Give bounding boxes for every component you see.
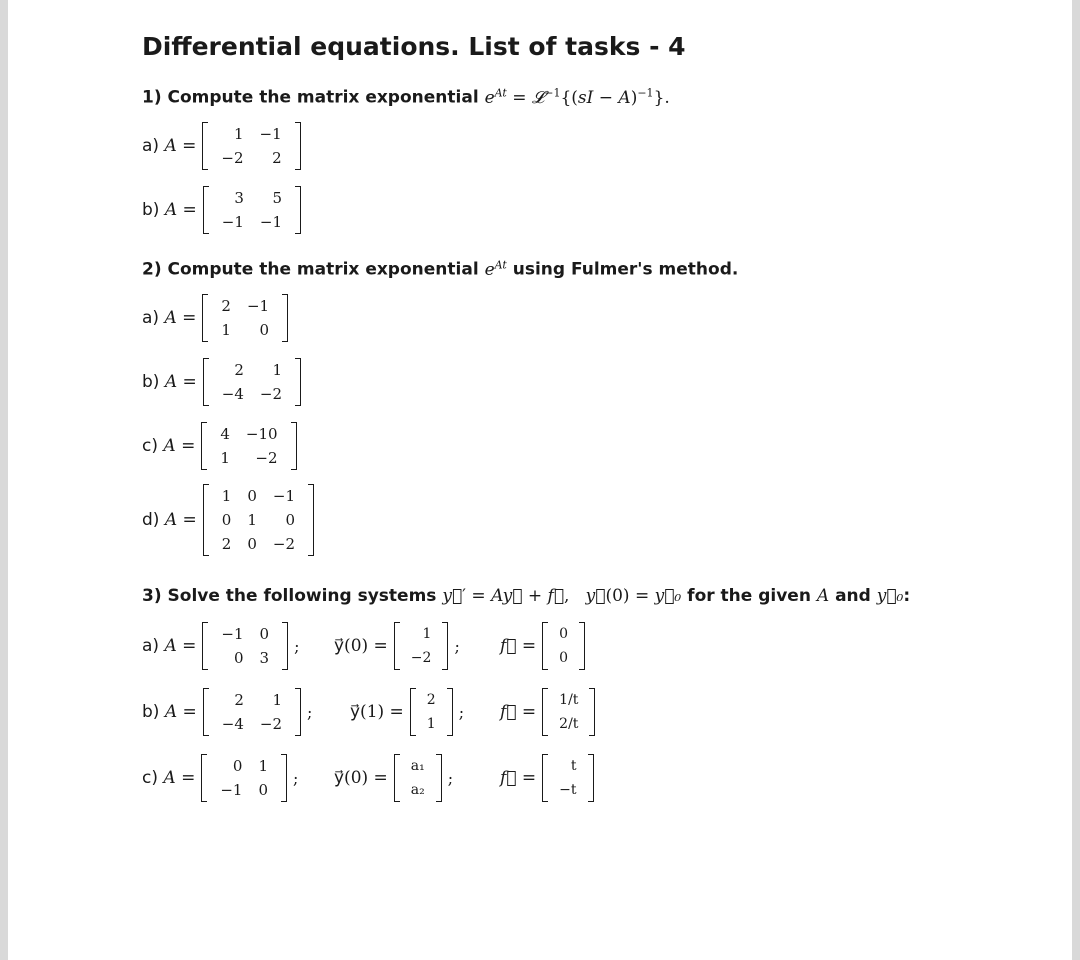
matrix-cells — [207, 422, 290, 470]
task3-item-f — [500, 754, 594, 802]
task3-item-A — [142, 622, 299, 670]
equation-lhs: A = — [164, 372, 197, 392]
matrix — [394, 622, 449, 670]
matrix-cell: −1 — [221, 213, 244, 231]
matrix-cell: 0 — [559, 626, 569, 642]
matrix — [542, 622, 585, 670]
matrix-cell: 2 — [426, 692, 436, 708]
matrix — [394, 754, 442, 802]
matrix-cell: 0 — [221, 511, 232, 529]
matrix — [203, 186, 301, 234]
task3-item-A — [142, 688, 312, 736]
eAt-symbol: $e^{At}$ — [484, 258, 507, 280]
task2-heading-suffix: using Fulmer's method. — [512, 259, 739, 280]
matrix — [201, 422, 296, 470]
page-title: Differential equations. List of tasks - 4 — [142, 32, 686, 61]
right-bracket — [295, 122, 301, 170]
matrix — [202, 122, 300, 170]
initial-condition-lhs: y⃗(1) = — [350, 702, 404, 722]
matrix-cell: −10 — [245, 425, 278, 443]
matrix-cell: 0 — [247, 487, 257, 505]
equation-lhs: A = — [164, 636, 197, 656]
matrix-cell: 1 — [221, 487, 232, 505]
matrix-cells — [208, 622, 282, 670]
right-bracket — [589, 688, 595, 736]
matrix-cell: −1 — [259, 213, 283, 231]
task1-heading — [142, 86, 670, 108]
right-bracket — [447, 688, 453, 736]
matrix-cell: 0 — [258, 781, 268, 799]
equation-lhs: A = — [164, 702, 197, 722]
task3-item-A — [142, 754, 298, 802]
matrix — [202, 622, 288, 670]
separator: ; — [307, 702, 313, 722]
matrix-cell: 4 — [220, 425, 230, 443]
matrix-cell: −1 — [221, 625, 244, 643]
matrix-cells — [209, 688, 295, 736]
matrix-cell: 2 — [221, 535, 232, 553]
matrix-cell: 0 — [247, 535, 257, 553]
task1-heading-text: 1) Compute the matrix exponential — [142, 87, 479, 108]
matrix-cells — [548, 754, 587, 802]
item-label: c) — [142, 436, 158, 456]
matrix-cells — [209, 484, 308, 556]
equation-lhs: A = — [163, 436, 196, 456]
matrix-cells — [207, 754, 281, 802]
task3-heading-prefix: 3) Solve the following systems — [142, 586, 437, 606]
separator: ; — [454, 636, 460, 656]
task3-item-y — [350, 688, 464, 736]
matrix-cell: a₂ — [410, 782, 425, 798]
matrix — [203, 688, 301, 736]
item-label: a) — [142, 308, 160, 328]
y0-symbol: y⃗₀ — [876, 586, 904, 606]
task3-heading-mid: for the given — [687, 586, 811, 606]
initial-condition-lhs: y⃗(0) = — [334, 636, 388, 656]
separator: ; — [447, 768, 454, 788]
matrix-cell: 0 — [232, 757, 243, 775]
task2-item — [142, 484, 314, 556]
matrix-cells — [400, 622, 443, 670]
matrix-cell: 5 — [272, 189, 283, 207]
matrix-cell: −4 — [221, 385, 244, 403]
matrix-cell: 1 — [258, 757, 268, 775]
matrix-cell: 2/t — [559, 716, 579, 732]
forcing-lhs: f⃗ = — [500, 702, 537, 722]
right-bracket — [282, 622, 288, 670]
matrix-cell: 1 — [233, 125, 244, 143]
matrix-cells — [208, 294, 282, 342]
task3-item-f — [500, 688, 595, 736]
matrix-cells — [209, 186, 295, 234]
matrix-cell: 1 — [272, 691, 283, 709]
matrix-cell: 1 — [422, 626, 432, 642]
equation-lhs: A = — [164, 308, 197, 328]
matrix-cell: −1 — [272, 487, 295, 505]
matrix-cell: 1 — [426, 716, 436, 732]
separator: ; — [293, 768, 299, 788]
item-label: c) — [142, 768, 158, 788]
right-bracket — [295, 688, 301, 736]
A-symbol: A — [816, 586, 830, 606]
matrix-cell: −2 — [255, 449, 278, 467]
matrix-cell: 1 — [220, 449, 230, 467]
task1-item — [142, 186, 301, 234]
matrix-cell: −4 — [221, 715, 244, 733]
item-label: a) — [142, 636, 160, 656]
task2-item — [142, 422, 297, 470]
separator: ; — [294, 636, 300, 656]
document-page — [8, 0, 1072, 960]
matrix-cell: 1/t — [559, 692, 579, 708]
task3-system-formula: y⃗′ = Ay⃗ + f⃗, y⃗(0) = y⃗₀ — [442, 586, 682, 606]
item-label: a) — [142, 136, 160, 156]
right-bracket — [588, 754, 594, 802]
matrix-cell: 2 — [234, 691, 244, 709]
task3-item-y — [334, 754, 453, 802]
initial-condition-lhs: y⃗(0) = — [334, 768, 388, 788]
matrix — [203, 358, 301, 406]
task3-item-y — [334, 622, 460, 670]
right-bracket — [442, 622, 448, 670]
right-bracket — [281, 754, 287, 802]
matrix-cell: −2 — [410, 650, 432, 666]
task3-item-f — [500, 622, 585, 670]
task2-item — [142, 358, 301, 406]
task3-heading-and: and — [835, 586, 871, 606]
matrix-cell: −t — [559, 782, 577, 798]
matrix-cell: 1 — [221, 321, 231, 339]
forcing-lhs: f⃗ = — [500, 768, 537, 788]
right-bracket — [291, 422, 297, 470]
equation-lhs: A = — [163, 768, 196, 788]
equation-lhs: A = — [164, 136, 197, 156]
matrix-cell: 2 — [234, 361, 244, 379]
matrix-cell: −1 — [220, 781, 243, 799]
task1-formula: $e^{At}$ = 𝓛$^{-1}${(sI − A)$^{-1}$}. — [484, 86, 670, 108]
matrix-cell: 0 — [259, 625, 270, 643]
matrix-cells — [208, 122, 294, 170]
item-label: d) — [142, 510, 160, 530]
item-label: b) — [142, 200, 160, 220]
matrix-cells — [548, 622, 579, 670]
matrix-cell: 0 — [259, 321, 270, 339]
right-bracket — [436, 754, 442, 802]
task1-item — [142, 122, 301, 170]
matrix-cell: 3 — [259, 649, 270, 667]
forcing-lhs: f⃗ = — [500, 636, 537, 656]
matrix-cells — [548, 688, 589, 736]
right-bracket — [579, 622, 585, 670]
matrix-cell: −2 — [221, 149, 244, 167]
equation-lhs: A = — [164, 200, 197, 220]
matrix-cell: 1 — [272, 361, 283, 379]
task2-item — [142, 294, 288, 342]
matrix-cell: −2 — [272, 535, 295, 553]
matrix-cell: −1 — [246, 297, 270, 315]
right-bracket — [282, 294, 288, 342]
matrix-cells — [209, 358, 295, 406]
right-bracket — [295, 186, 301, 234]
matrix-cell: 1 — [247, 511, 257, 529]
equation-lhs: A = — [164, 510, 197, 530]
task3-heading: 3) Solve the following systems y⃗′ = Ay⃗ + f⃗, y⃗(0) = y⃗₀ for the given A and y⃗₀: — [142, 586, 911, 606]
matrix-cells — [400, 754, 436, 802]
matrix-cell: −1 — [259, 125, 282, 143]
separator: ; — [458, 702, 465, 722]
matrix — [202, 294, 288, 342]
task2-heading-prefix: 2) Compute the matrix exponential — [142, 259, 479, 280]
matrix-cells — [416, 688, 447, 736]
matrix-cell: 0 — [233, 649, 244, 667]
right-bracket — [295, 358, 301, 406]
matrix — [542, 688, 595, 736]
item-label: b) — [142, 372, 160, 392]
matrix — [542, 754, 593, 802]
matrix-cell: 0 — [559, 650, 569, 666]
matrix — [203, 484, 314, 556]
task2-heading — [142, 258, 738, 280]
item-label: b) — [142, 702, 160, 722]
right-bracket — [308, 484, 314, 556]
matrix-cell: 0 — [285, 511, 295, 529]
matrix-cell: 3 — [234, 189, 244, 207]
matrix-cell: t — [570, 758, 577, 774]
matrix — [410, 688, 453, 736]
matrix-cell: −2 — [259, 715, 283, 733]
matrix-cell: a₁ — [410, 758, 425, 774]
matrix — [201, 754, 287, 802]
matrix-cell: 2 — [272, 149, 282, 167]
matrix-cell: −2 — [259, 385, 283, 403]
matrix-cell: 2 — [221, 297, 231, 315]
